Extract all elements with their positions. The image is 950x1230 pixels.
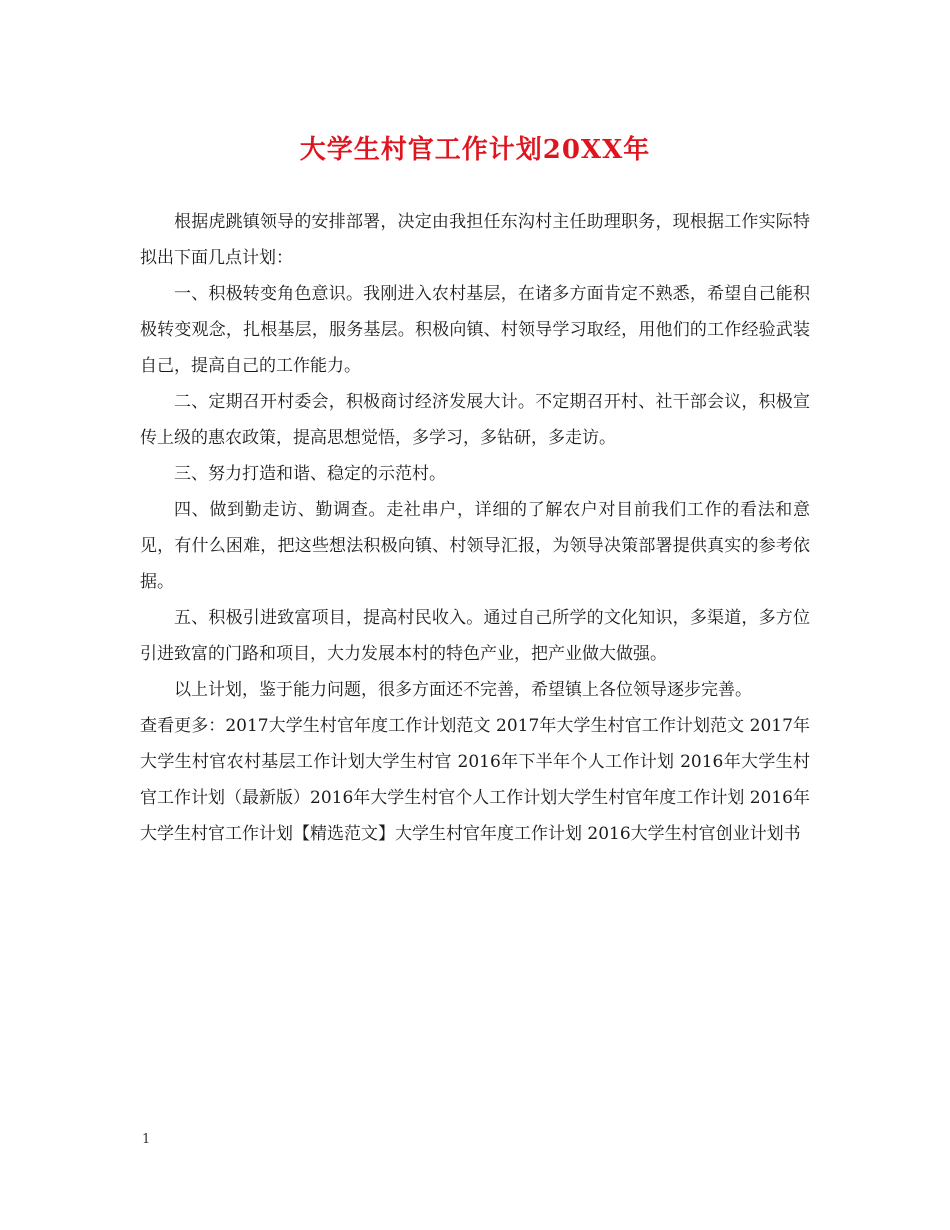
paragraph-item-2: 二、定期召开村委会，积极商讨经济发展大计。不定期召开村、社干部会议，积极宣传上级的惠农政策，提高思想觉悟，多学习，多钻研，多走访。 [140, 392, 810, 448]
document-title: 大学生村官工作计划20XX年 [299, 135, 651, 165]
page-number: 1 [142, 1132, 151, 1147]
paragraph-intro: 根据虎跳镇领导的安排部署，决定由我担任东沟村主任助理职务，现根据工作实际特拟出下面几点计划： [140, 212, 810, 268]
paragraph-conclusion: 以上计划，鉴于能力问题，很多方面还不完善，希望镇上各位领导逐步完善。 [174, 680, 752, 700]
paragraph-item-4: 四、做到勤走访、勤调查。走社串户，详细的了解农户对目前我们工作的看法和意见，有什么困难，把这些想法积极向镇、村领导汇报，为领导决策部署提供真实的参考依据。 [140, 500, 810, 592]
paragraph-item-1: 一、积极转变角色意识。我刚进入农村基层，在诸多方面肯定不熟悉，希望自己能积极转变观念，扎根基层，服务基层。积极向镇、村领导学习取经，用他们的工作经验武装自己，提高自己的工作能力。 [140, 284, 810, 376]
more-links-text: 查看更多：2017大学生村官年度工作计划范文 2017年大学生村官工作计划范文 2017年大学生村官农村基层工作计划大学生村官 2016年下半年个人工作计划 2016年大学生村官工作计划（最新版）2016年大学生村官个人工作计划大学生村官年度工作计划 2016年大学生村官工作计划【精选范文】大学生村官年度工作计划 2016大学生村官创业计划书 [140, 716, 810, 844]
paragraph-item-3: 三、努力打造和谐、稳定的示范村。 [174, 464, 446, 484]
document-body [140, 204, 810, 852]
paragraph-item-5: 五、积极引进致富项目，提高村民收入。通过自己所学的文化知识，多渠道，多方位引进致富的门路和项目，大力发展本村的特色产业，把产业做大做强。 [140, 608, 810, 664]
